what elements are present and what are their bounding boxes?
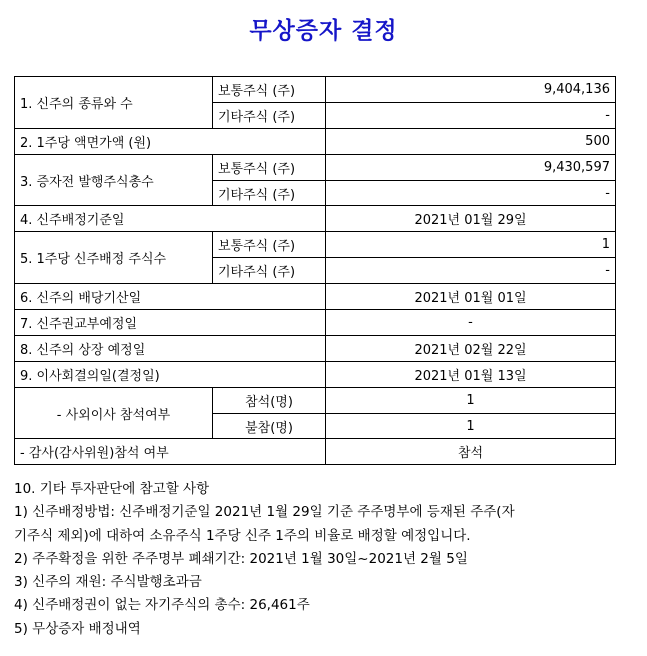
- cell-value: 2021년 01월 01일: [326, 284, 616, 310]
- table-row: [15, 439, 616, 465]
- sub-label: 보통주식 (주): [213, 232, 326, 258]
- cell-value: 9,404,136: [326, 77, 616, 103]
- cell-value: 2021년 01월 29일: [326, 206, 616, 232]
- note-line: 1) 신주배정방법: 신주배정기준일 2021년 1월 29일 기준 주주명부에 등재된 주주(자: [14, 504, 515, 521]
- row-label: 2. 1주당 액면가액 (원): [15, 128, 326, 154]
- sub-label: 기타주식 (주): [213, 180, 326, 206]
- note-line: 4) 신주배정권이 없는 자기주식의 총수: 26,461주: [14, 597, 310, 614]
- page-title: 무상증자 결정: [249, 17, 398, 44]
- table-row: [15, 387, 616, 413]
- cell-value: 참석: [326, 439, 616, 465]
- row-label: 9. 이사회결의일(결정일): [15, 361, 326, 387]
- cell-value: 1: [326, 387, 616, 413]
- table-row: [15, 77, 616, 103]
- table-row: [15, 361, 616, 387]
- table-row: [15, 284, 616, 310]
- table-row: [15, 310, 616, 336]
- note-line: 기주식 제외)에 대하여 소유주식 1주당 신주 1주의 비율로 배정할 예정입니다.: [14, 527, 471, 544]
- sub-label: 보통주식 (주): [213, 77, 326, 103]
- sub-label: 기타주식 (주): [213, 102, 326, 128]
- table-row: [15, 335, 616, 361]
- cell-value: 9,430,597: [326, 154, 616, 180]
- table-row: [15, 206, 616, 232]
- note-line: 3) 신주의 재원: 주식발행초과금: [14, 574, 202, 591]
- sub-label: 참석(명): [213, 387, 326, 413]
- cell-value: 2021년 01월 13일: [326, 361, 616, 387]
- row-label: 8. 신주의 상장 예정일: [15, 335, 326, 361]
- table-row: [15, 232, 616, 258]
- cell-value: -: [326, 310, 616, 336]
- note-line: 5) 무상증자 배정내역: [14, 620, 141, 637]
- table-row: [15, 128, 616, 154]
- cell-value: -: [326, 180, 616, 206]
- notes-section: [14, 478, 636, 641]
- row-label: 5. 1주당 신주배정 주식수: [15, 232, 213, 284]
- sub-label: 불참(명): [213, 413, 326, 439]
- table-row: [15, 154, 616, 180]
- row-label: 3. 증자전 발행주식총수: [15, 154, 213, 206]
- cell-value: 1: [326, 413, 616, 439]
- sub-label: 보통주식 (주): [213, 154, 326, 180]
- cell-value: 500: [326, 128, 616, 154]
- note-line: 2) 주주확정을 위한 주주명부 폐쇄기간: 2021년 1월 30일~2021년 2월 5일: [14, 550, 468, 567]
- cell-value: 2021년 02월 22일: [326, 335, 616, 361]
- row-label: 4. 신주배정기준일: [15, 206, 326, 232]
- row-label: - 감사(감사위원)참석 여부: [15, 439, 326, 465]
- cell-value: -: [326, 258, 616, 284]
- row-label: 6. 신주의 배당기산일: [15, 284, 326, 310]
- row-label: - 사외이사 참석여부: [15, 387, 213, 439]
- sub-label: 기타주식 (주): [213, 258, 326, 284]
- cell-value: 1: [326, 232, 616, 258]
- disclosure-table: [14, 76, 616, 465]
- row-label: 1. 신주의 종류와 수: [15, 77, 213, 129]
- notes-heading: 10. 기타 투자판단에 참고할 사항: [14, 481, 210, 497]
- cell-value: -: [326, 102, 616, 128]
- row-label: 7. 신주권교부예정일: [15, 310, 326, 336]
